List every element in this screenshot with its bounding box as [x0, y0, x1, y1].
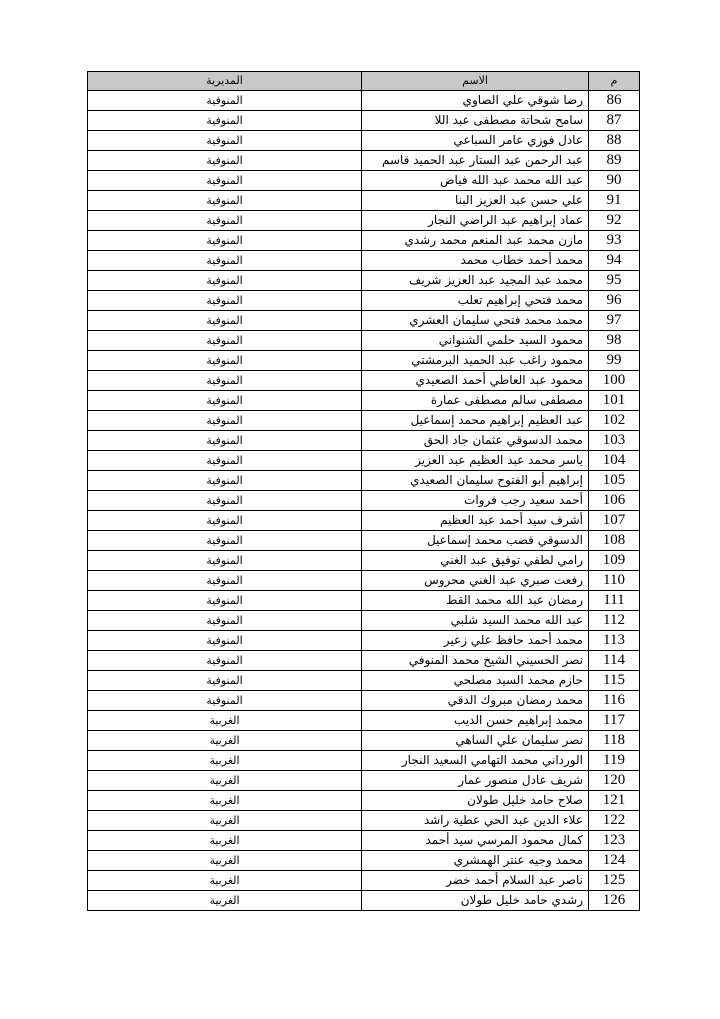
table-row [88, 371, 640, 391]
row-number: 112 [589, 611, 640, 631]
row-directorate: المنوفية [88, 511, 362, 531]
row-number: 97 [589, 311, 640, 331]
row-directorate: المنوفية [88, 571, 362, 591]
row-number: 100 [589, 371, 640, 391]
row-name: مصطفى سالم مصطفى عمارة [362, 391, 589, 411]
row-name: محمد أحمد حافظ علي زعير [362, 631, 589, 651]
names-table [87, 71, 640, 911]
row-name: صلاح حامد خليل طولان [362, 791, 589, 811]
row-name: عبد الله محمد السيد شلبي [362, 611, 589, 631]
row-number: 110 [589, 571, 640, 591]
table-row [88, 811, 640, 831]
row-directorate: المنوفية [88, 671, 362, 691]
row-name: أحمد سعيد رجب فروات [362, 491, 589, 511]
row-name: سامح شحاتة مصطفى عبد اللا [362, 111, 589, 131]
row-number: 119 [589, 751, 640, 771]
row-directorate: المنوفية [88, 531, 362, 551]
row-number: 87 [589, 111, 640, 131]
row-name: ياسر محمد عبد العظيم عبد العزيز [362, 451, 589, 471]
row-number: 126 [589, 891, 640, 911]
table-row [88, 711, 640, 731]
row-directorate: الغربية [88, 751, 362, 771]
row-number: 125 [589, 871, 640, 891]
table-row [88, 351, 640, 371]
row-directorate: المنوفية [88, 411, 362, 431]
row-directorate: المنوفية [88, 631, 362, 651]
row-directorate: الغربية [88, 711, 362, 731]
row-directorate: المنوفية [88, 111, 362, 131]
row-name: محمد إبراهيم حسن الديب [362, 711, 589, 731]
table-row [88, 831, 640, 851]
row-number: 107 [589, 511, 640, 531]
row-name: عادل فوزي عامر السباعي [362, 131, 589, 151]
row-name: كمال محمود المرسي سيد أحمد [362, 831, 589, 851]
row-directorate: المنوفية [88, 471, 362, 491]
table-row [88, 391, 640, 411]
row-number: 90 [589, 171, 640, 191]
row-number: 114 [589, 651, 640, 671]
table-row [88, 491, 640, 511]
row-number: 123 [589, 831, 640, 851]
row-number: 115 [589, 671, 640, 691]
table-row [88, 611, 640, 631]
table-row [88, 671, 640, 691]
row-name: محمد رمضان مبروك الدقي [362, 691, 589, 711]
row-number: 86 [589, 91, 640, 111]
row-directorate: المنوفية [88, 591, 362, 611]
row-name: محمد محمد فتحي سليمان العشري [362, 311, 589, 331]
row-name: شريف عادل منصور عمار [362, 771, 589, 791]
table-row [88, 151, 640, 171]
row-number: 118 [589, 731, 640, 751]
table-row [88, 191, 640, 211]
row-directorate: المنوفية [88, 271, 362, 291]
table-row [88, 291, 640, 311]
table-row [88, 251, 640, 271]
row-directorate: المنوفية [88, 311, 362, 331]
table-row [88, 691, 640, 711]
table-row [88, 451, 640, 471]
row-number: 93 [589, 231, 640, 251]
row-directorate: المنوفية [88, 171, 362, 191]
table-row [88, 231, 640, 251]
row-number: 104 [589, 451, 640, 471]
row-directorate: المنوفية [88, 291, 362, 311]
row-name: عبد الله محمد عبد الله فياض [362, 171, 589, 191]
table-row [88, 431, 640, 451]
row-directorate: المنوفية [88, 191, 362, 211]
row-name: عبد الرحمن عبد الستار عبد الحميد قاسم [362, 151, 589, 171]
row-number: 91 [589, 191, 640, 211]
table-row [88, 591, 640, 611]
table-row [88, 631, 640, 651]
row-number: 111 [589, 591, 640, 611]
table-row [88, 171, 640, 191]
row-directorate: الغربية [88, 771, 362, 791]
row-name: الدسوقي قضب محمد إسماعيل [362, 531, 589, 551]
row-number: 96 [589, 291, 640, 311]
row-name: محمد وجيه عنتر الهمشري [362, 851, 589, 871]
row-number: 106 [589, 491, 640, 511]
row-number: 121 [589, 791, 640, 811]
row-number: 89 [589, 151, 640, 171]
table-row [88, 111, 640, 131]
row-directorate: المنوفية [88, 131, 362, 151]
row-name: أشرف سيد أحمد عبد العظيم [362, 511, 589, 531]
table-row [88, 531, 640, 551]
row-name: عماد إبراهيم عبد الراضي النجار [362, 211, 589, 231]
table-row [88, 211, 640, 231]
table-row [88, 651, 640, 671]
table-header [88, 72, 640, 91]
row-directorate: المنوفية [88, 691, 362, 711]
row-name: محمد أحمد خطاب محمد [362, 251, 589, 271]
row-number: 94 [589, 251, 640, 271]
row-name: محمد فتحي إبراهيم تعلب [362, 291, 589, 311]
row-number: 103 [589, 431, 640, 451]
row-directorate: المنوفية [88, 611, 362, 631]
row-name: رامي لطفي توفيق عبد الغني [362, 551, 589, 571]
row-directorate: الغربية [88, 871, 362, 891]
table-row [88, 131, 640, 151]
row-directorate: المنوفية [88, 491, 362, 511]
row-directorate: الغربية [88, 791, 362, 811]
table-row [88, 851, 640, 871]
row-name: نصر سليمان علي الساهي [362, 731, 589, 751]
row-name: إبراهيم أبو الفتوح سليمان الصعيدي [362, 471, 589, 491]
table-row [88, 511, 640, 531]
row-directorate: المنوفية [88, 331, 362, 351]
row-name: محمود عبد العاطي أحمد الصعيدي [362, 371, 589, 391]
table-row [88, 791, 640, 811]
row-number: 105 [589, 471, 640, 491]
row-number: 98 [589, 331, 640, 351]
row-directorate: الغربية [88, 811, 362, 831]
row-directorate: المنوفية [88, 151, 362, 171]
row-name: حازم محمد السيد مصلحي [362, 671, 589, 691]
table-row [88, 271, 640, 291]
table-row [88, 551, 640, 571]
row-directorate: المنوفية [88, 451, 362, 471]
row-directorate: المنوفية [88, 91, 362, 111]
row-number: 99 [589, 351, 640, 371]
header-name: الاسم [362, 72, 589, 91]
table-body [88, 91, 640, 911]
row-name: ناصر عبد السلام أحمد خضر [362, 871, 589, 891]
row-directorate: الغربية [88, 831, 362, 851]
row-name: رضا شوقي علي الصاوي [362, 91, 589, 111]
header-number: م [589, 72, 640, 91]
row-number: 117 [589, 711, 640, 731]
row-number: 88 [589, 131, 640, 151]
table-row [88, 731, 640, 751]
table-row [88, 411, 640, 431]
row-directorate: المنوفية [88, 211, 362, 231]
row-name: علاء الدين عبد الحي عطية راشد [362, 811, 589, 831]
row-directorate: المنوفية [88, 551, 362, 571]
row-number: 116 [589, 691, 640, 711]
row-directorate: المنوفية [88, 251, 362, 271]
row-directorate: المنوفية [88, 371, 362, 391]
row-name: محمود السيد حلمي الشنواني [362, 331, 589, 351]
header-directorate: المديرية [88, 72, 362, 91]
row-number: 120 [589, 771, 640, 791]
row-number: 102 [589, 411, 640, 431]
table-row [88, 571, 640, 591]
row-number: 124 [589, 851, 640, 871]
row-directorate: المنوفية [88, 431, 362, 451]
table-row [88, 871, 640, 891]
row-number: 101 [589, 391, 640, 411]
table-row [88, 311, 640, 331]
row-directorate: الغربية [88, 731, 362, 751]
row-directorate: الغربية [88, 851, 362, 871]
row-number: 113 [589, 631, 640, 651]
row-number: 92 [589, 211, 640, 231]
table-row [88, 771, 640, 791]
row-name: رفعت صبري عبد الغني محروس [362, 571, 589, 591]
table-row [88, 891, 640, 911]
table-row [88, 471, 640, 491]
row-number: 122 [589, 811, 640, 831]
row-directorate: المنوفية [88, 651, 362, 671]
row-name: مازن محمد عبد المنعم محمد رشدي [362, 231, 589, 251]
table-row [88, 91, 640, 111]
row-name: رشدي حامد خليل طولان [362, 891, 589, 911]
header-row [88, 72, 640, 91]
row-name: محمد عبد المجيد عبد العزيز شريف [362, 271, 589, 291]
row-name: رمضان عبد الله محمد القط [362, 591, 589, 611]
row-number: 109 [589, 551, 640, 571]
row-name: الورداني محمد التهامي السعيد النجار [362, 751, 589, 771]
row-name: عبد العظيم إبراهيم محمد إسماعيل [362, 411, 589, 431]
row-directorate: المنوفية [88, 351, 362, 371]
row-directorate: المنوفية [88, 391, 362, 411]
row-directorate: المنوفية [88, 231, 362, 251]
row-number: 95 [589, 271, 640, 291]
table-row [88, 331, 640, 351]
row-name: محمود راغب عبد الحميد البرمشتي [362, 351, 589, 371]
row-number: 108 [589, 531, 640, 551]
table-row [88, 751, 640, 771]
row-name: علي حسن عبد العزيز البنا [362, 191, 589, 211]
row-name: نصر الحسيني الشيخ محمد المنوفي [362, 651, 589, 671]
row-name: محمد الدسوقي عثمان جاد الحق [362, 431, 589, 451]
row-directorate: الغربية [88, 891, 362, 911]
